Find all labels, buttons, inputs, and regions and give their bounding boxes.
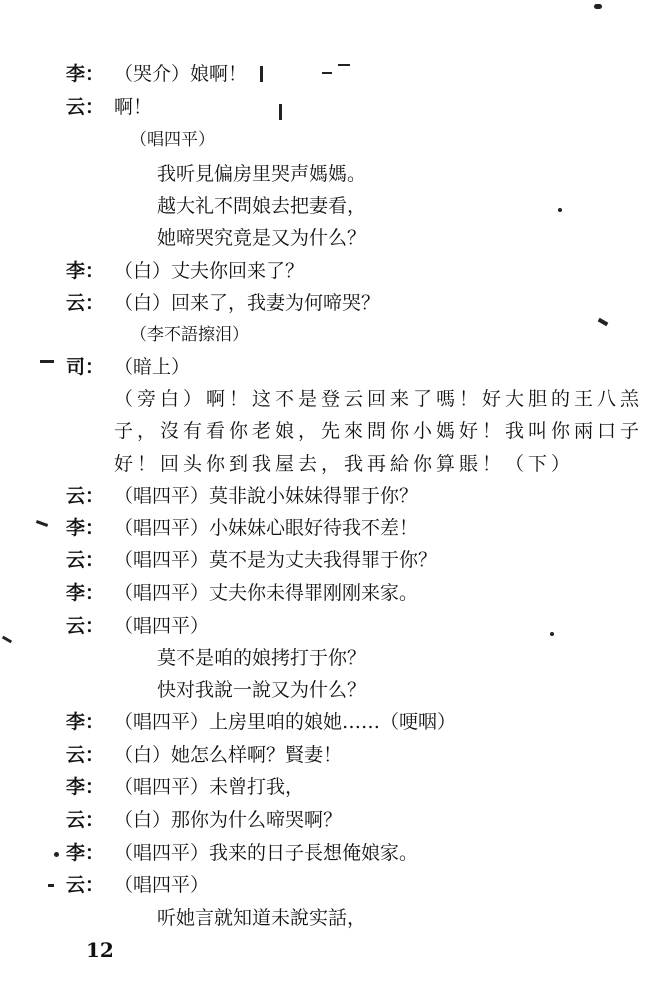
- line-text: （暗上）: [114, 356, 191, 378]
- dialogue-line: [0, 287, 672, 319]
- dialogue-line: [0, 58, 672, 90]
- line-text: （白）回来了，我妻为何啼哭？: [114, 292, 381, 314]
- line-text: （唱四平）莫不是为丈夫我得罪于你？: [114, 549, 438, 571]
- verse-line: [0, 642, 672, 674]
- dialogue-line: [0, 512, 672, 544]
- line-text: （唱四平）未曾打我，: [114, 776, 305, 798]
- prose-line: [0, 415, 672, 447]
- line-text: （唱四平）: [114, 874, 210, 896]
- verse-line: [0, 190, 672, 222]
- line-text: （白）她怎么样啊？賢妻！: [114, 744, 343, 766]
- line-text: （旁白）啊！这不是登云回来了嗎！好大胆的王八羔: [114, 388, 644, 410]
- line-text: （唱四平）我来的日子長想俺娘家。: [114, 842, 419, 864]
- line-text: 听她言就知道未說实話，: [157, 907, 367, 929]
- line-text: 啊！: [114, 96, 153, 118]
- speaker-label: 李：: [66, 842, 105, 864]
- line-text: （唱四平）上房里咱的娘她……（哽咽）: [114, 711, 457, 733]
- prose-line: [0, 448, 672, 480]
- prose-line: [0, 383, 672, 415]
- scan-speck: [54, 852, 59, 857]
- speaker-label: 李：: [66, 582, 105, 604]
- speaker-label: 云：: [66, 549, 105, 571]
- verse-line: [0, 674, 672, 706]
- dialogue-line: [0, 544, 672, 576]
- dialogue-line: [0, 804, 672, 836]
- line-text: 快对我說一說又为什么？: [157, 679, 367, 701]
- speaker-label: 云：: [66, 744, 105, 766]
- scan-speck: [594, 4, 602, 9]
- dialogue-line: [0, 480, 672, 512]
- stage-direction: [0, 319, 672, 351]
- speaker-label: 云：: [66, 485, 105, 507]
- line-text: 我听見偏房里哭声媽媽。: [157, 163, 367, 185]
- line-text: 子，沒有看你老娘，先來問你小媽好！我叫你兩口子: [114, 420, 644, 442]
- speaker-label: 李：: [66, 776, 105, 798]
- dialogue-line: [0, 739, 672, 771]
- dialogue-line: [0, 124, 672, 156]
- line-text: （唱四平）: [130, 130, 215, 150]
- page-number: 12: [86, 938, 114, 962]
- verse-line: [0, 222, 672, 254]
- line-text: （李不語擦泪）: [130, 325, 249, 345]
- speaker-label: 云：: [66, 809, 105, 831]
- dialogue-line: [0, 706, 672, 738]
- line-text: （白）那你为什么啼哭啊？: [114, 809, 343, 831]
- speaker-label: 司：: [66, 356, 105, 378]
- line-text: （唱四平）小妹妹心眼好待我不差！: [114, 517, 419, 539]
- line-text: 越大礼不問娘去把妻看，: [157, 195, 367, 217]
- speaker-label: 李：: [66, 711, 105, 733]
- line-text: （白）丈夫你回来了？: [114, 260, 305, 282]
- scan-speck: [48, 884, 54, 887]
- line-text: （唱四平）莫非說小妹妹得罪于你？: [114, 485, 419, 507]
- speaker-label: 李：: [66, 260, 105, 282]
- speaker-label: 云：: [66, 615, 105, 637]
- dialogue-line: [0, 771, 672, 803]
- speaker-label: 云：: [66, 874, 105, 896]
- dialogue-line: [0, 255, 672, 287]
- dialogue-line: [0, 577, 672, 609]
- scan-speck: [550, 632, 554, 636]
- speaker-label: 云：: [66, 292, 105, 314]
- scan-speck: [558, 208, 562, 212]
- line-text: （唱四平）: [114, 615, 210, 637]
- verse-line: [0, 158, 672, 190]
- speaker-label: 云：: [66, 96, 105, 118]
- scan-speck: [338, 64, 350, 66]
- line-text: （哭介）娘啊！: [114, 63, 248, 85]
- scan-speck: [279, 104, 282, 120]
- scan-speck: [40, 360, 54, 363]
- verse-line: [0, 902, 672, 934]
- scan-speck: [322, 72, 332, 74]
- speaker-label: 李：: [66, 517, 105, 539]
- line-text: 莫不是咱的娘拷打于你？: [157, 647, 367, 669]
- line-text: 好！回头你到我屋去，我再給你算賬！（下）: [114, 453, 575, 475]
- dialogue-line: [0, 91, 672, 123]
- dialogue-line: [0, 869, 672, 901]
- scan-speck: [260, 66, 263, 82]
- speaker-label: 李：: [66, 63, 105, 85]
- dialogue-line: [0, 610, 672, 642]
- dialogue-line: [0, 837, 672, 869]
- line-text: 她啼哭究竟是又为什么？: [157, 227, 367, 249]
- line-text: （唱四平）丈夫你未得罪刚刚来家。: [114, 582, 419, 604]
- dialogue-line: [0, 351, 672, 383]
